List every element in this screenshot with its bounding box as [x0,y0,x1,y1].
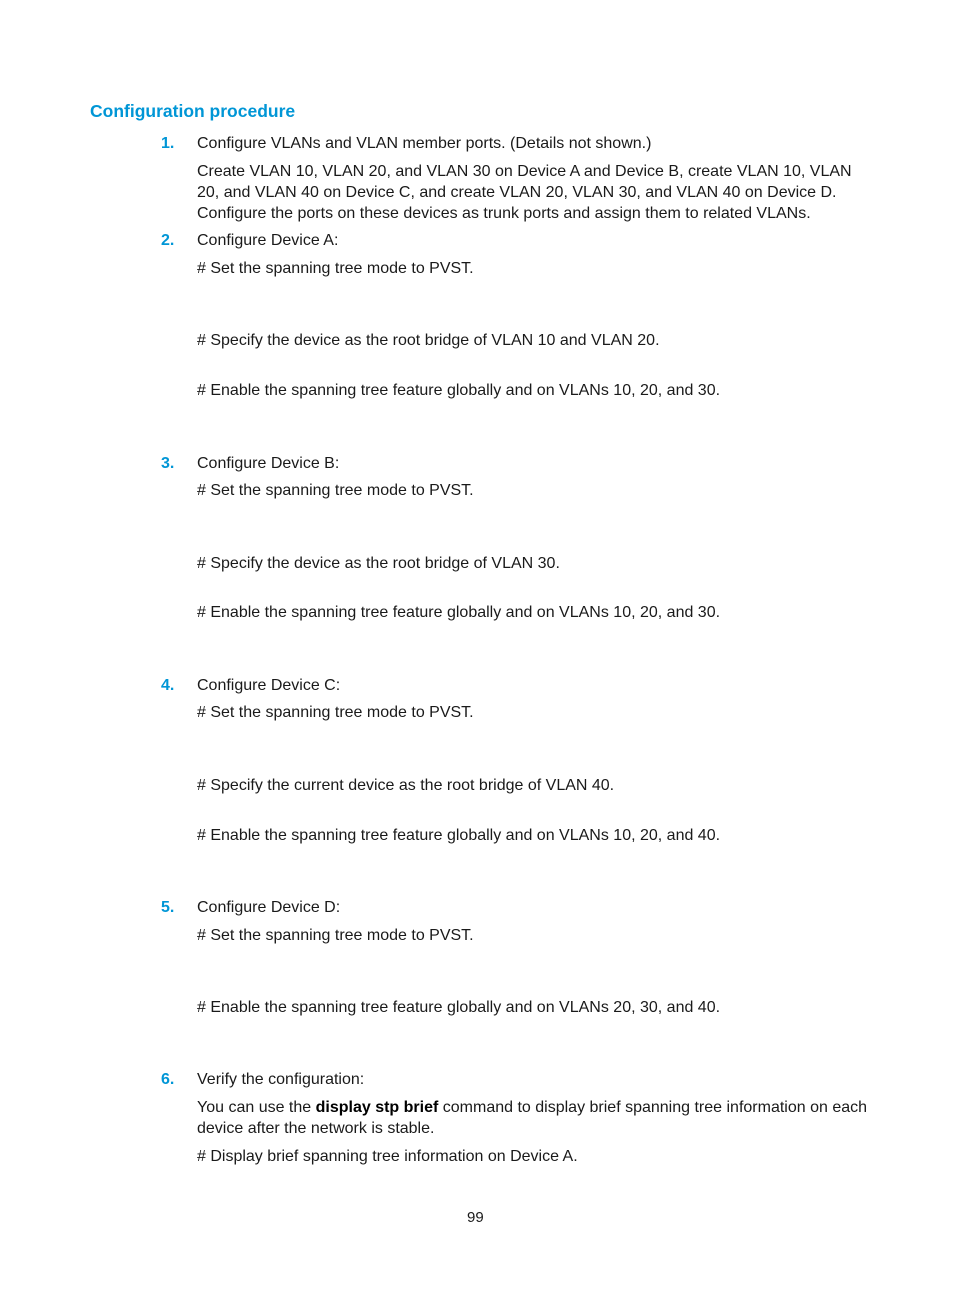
step-3-label: Configure Device B: [197,455,340,472]
step-1-number: 1. [161,135,175,152]
device-d-comment-1: # Set the spanning tree mode to PVST. [197,927,474,944]
device-b-comment-3: # Enable the spanning tree feature globally and on VLANs 10, 20, and 30. [197,604,721,621]
step-1-label: Configure VLANs and VLAN member ports. (Details not shown.) [197,135,652,152]
step-2-number: 2. [161,232,175,249]
step-1-detail: Create VLAN 10, VLAN 20, and VLAN 30 on Device A and Device B, create VLAN 10, VLAN 20, and VLAN 40 on Device C, and create VLAN 20, VLAN 30, and VLAN 40 on Device D. Configure the ports on these devices as trunk ports and assign them to related VLANs. [197,163,852,222]
step-6-number: 6. [161,1071,175,1088]
step-2-label: Configure Device A: [197,232,339,249]
device-c-comment-2: # Specify the current device as the root bridge of VLAN 40. [197,777,615,794]
device-a-comment-3: # Enable the spanning tree feature globally and on VLANs 10, 20, and 30. [197,382,721,399]
step-5-number: 5. [161,899,175,916]
step-4-label: Configure Device C: [197,677,341,694]
device-a-comment-2: # Specify the device as the root bridge of VLAN 10 and VLAN 20. [197,332,660,349]
command-display-stp-brief: display stp brief [315,1099,439,1116]
device-b-comment-1: # Set the spanning tree mode to PVST. [197,482,474,499]
device-c-comment-3: # Enable the spanning tree feature globally and on VLANs 10, 20, and 40. [197,827,721,844]
section-heading: Configuration procedure [90,101,296,121]
device-a-comment-1: # Set the spanning tree mode to PVST. [197,260,474,277]
step-5-label: Configure Device D: [197,899,341,916]
verify-text-before: You can use the [197,1099,316,1116]
page-number: 99 [467,1209,484,1226]
device-d-comment-2: # Enable the spanning tree feature globally and on VLANs 20, 30, and 40. [197,999,721,1016]
step-6-label: Verify the configuration: [197,1071,365,1088]
device-b-comment-2: # Specify the device as the root bridge of VLAN 30. [197,555,560,572]
verify-comment: # Display brief spanning tree information on Device A. [197,1148,578,1165]
verify-paragraph [197,1097,867,1139]
device-c-comment-1: # Set the spanning tree mode to PVST. [197,704,474,721]
verify-text-after: command to display brief spanning tree information on each device after the network is stable. [197,1099,868,1137]
step-3-number: 3. [161,455,175,472]
step-4-number: 4. [161,677,175,694]
